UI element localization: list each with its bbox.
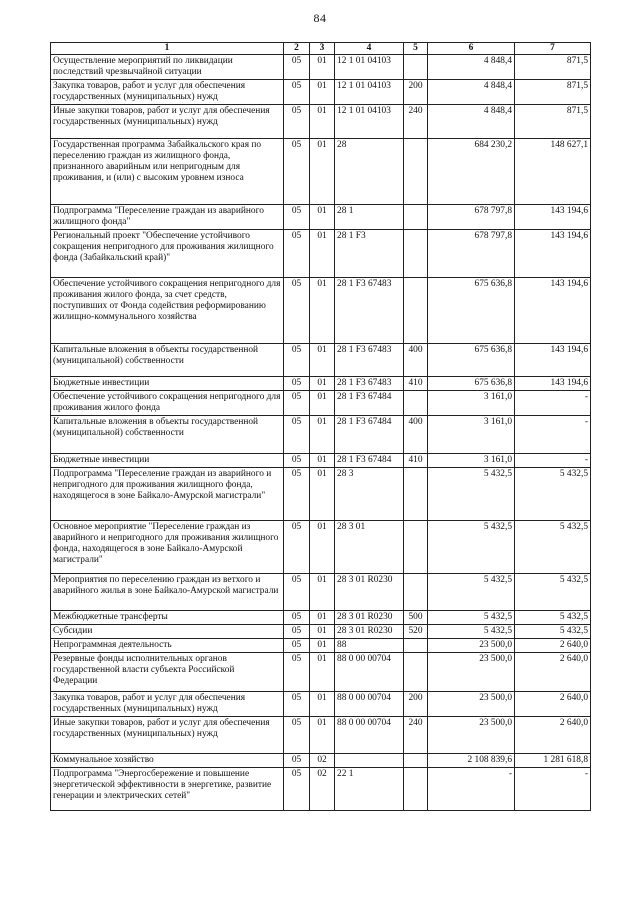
row-target-code: 28 3 (335, 468, 404, 521)
row-target-code: 28 3 01 R0230 (335, 625, 404, 639)
row-section: 05 (284, 653, 310, 692)
row-amount: - (428, 768, 515, 811)
row-target-code: 28 (335, 139, 404, 205)
table-row (51, 574, 591, 611)
column-header: 3 (310, 43, 335, 55)
row-amount-second: 5 432,5 (515, 468, 591, 521)
row-amount: 3 161,0 (428, 391, 515, 416)
column-header: 4 (335, 43, 404, 55)
row-target-code: 28 3 01 R0230 (335, 574, 404, 611)
row-amount-second: 871,5 (515, 105, 591, 139)
row-subsection: 01 (310, 230, 335, 278)
table-row (51, 639, 591, 653)
row-amount: 5 432,5 (428, 611, 515, 625)
row-name: Бюджетные инвестиции (51, 454, 284, 468)
row-amount-second: - (515, 416, 591, 454)
column-header: 1 (51, 43, 284, 55)
row-section: 05 (284, 139, 310, 205)
row-expense-type (404, 55, 428, 80)
row-expense-type (404, 754, 428, 768)
row-expense-type (404, 468, 428, 521)
row-amount-second: 5 432,5 (515, 574, 591, 611)
table-row (51, 717, 591, 754)
table-row (51, 468, 591, 521)
row-amount: 4 848,4 (428, 80, 515, 105)
row-section: 05 (284, 521, 310, 574)
table-row (51, 416, 591, 454)
table-row (51, 653, 591, 692)
row-target-code: 28 1 F3 67483 (335, 278, 404, 344)
row-amount-second: 871,5 (515, 80, 591, 105)
row-expense-type: 520 (404, 625, 428, 639)
table-row (51, 454, 591, 468)
row-name: Иные закупки товаров, работ и услуг для обеспечения государственных (муниципальных) нужд (51, 105, 284, 139)
row-target-code: 28 1 F3 67483 (335, 344, 404, 377)
row-name: Коммунальное хозяйство (51, 754, 284, 768)
row-amount: 23 500,0 (428, 717, 515, 754)
row-expense-type (404, 278, 428, 344)
row-target-code (335, 754, 404, 768)
page-number: 84 (313, 11, 327, 25)
table-row (51, 344, 591, 377)
row-expense-type (404, 230, 428, 278)
row-section: 05 (284, 625, 310, 639)
table-row (51, 105, 591, 139)
row-subsection: 01 (310, 454, 335, 468)
row-subsection: 01 (310, 611, 335, 625)
table-row (51, 692, 591, 717)
row-target-code: 88 0 00 00704 (335, 692, 404, 717)
row-name: Резервные фонды исполнительных органов государственной власти субъекта Российской Федерации (51, 653, 284, 692)
row-expense-type: 410 (404, 377, 428, 391)
row-subsection: 01 (310, 625, 335, 639)
row-name: Закупка товаров, работ и услуг для обеспечения государственных (муниципальных) нужд (51, 692, 284, 717)
row-section: 05 (284, 377, 310, 391)
row-amount-second: - (515, 768, 591, 811)
row-expense-type (404, 653, 428, 692)
column-header: 7 (515, 43, 591, 55)
row-target-code: 88 0 00 00704 (335, 653, 404, 692)
row-name: Государственная программа Забайкальского края по переселению граждан из жилищного фонда, признанного аварийным или непригодным для проживания, и (или) с высоким уровнем износа (51, 139, 284, 205)
row-amount: 23 500,0 (428, 692, 515, 717)
row-name: Бюджетные инвестиции (51, 377, 284, 391)
row-amount-second: 5 432,5 (515, 521, 591, 574)
row-expense-type: 500 (404, 611, 428, 625)
row-expense-type (404, 574, 428, 611)
row-section: 05 (284, 639, 310, 653)
row-section: 05 (284, 230, 310, 278)
row-subsection: 01 (310, 639, 335, 653)
table-row (51, 611, 591, 625)
table-row (51, 139, 591, 205)
row-subsection: 01 (310, 205, 335, 230)
row-section: 05 (284, 105, 310, 139)
table-row (51, 55, 591, 80)
column-header: 2 (284, 43, 310, 55)
row-target-code: 22 1 (335, 768, 404, 811)
row-amount: 5 432,5 (428, 625, 515, 639)
row-amount-second: 2 640,0 (515, 653, 591, 692)
table-row (51, 205, 591, 230)
row-amount-second: - (515, 454, 591, 468)
row-amount: 23 500,0 (428, 639, 515, 653)
row-target-code: 28 3 01 R0230 (335, 611, 404, 625)
row-amount-second: 5 432,5 (515, 611, 591, 625)
row-amount-second: 143 194,6 (515, 230, 591, 278)
row-name: Мероприятия по переселению граждан из ветхого и аварийного жилья в зоне Байкало-Амурской магистрали (51, 574, 284, 611)
row-section: 05 (284, 205, 310, 230)
row-expense-type: 200 (404, 692, 428, 717)
row-subsection: 01 (310, 391, 335, 416)
row-name: Непрограммная деятельность (51, 639, 284, 653)
row-amount-second: 2 640,0 (515, 639, 591, 653)
row-expense-type: 400 (404, 344, 428, 377)
row-amount-second: 143 194,6 (515, 278, 591, 344)
row-name: Межбюджетные трансферты (51, 611, 284, 625)
row-section: 05 (284, 768, 310, 811)
row-name: Обеспечение устойчивого сокращения непригодного для проживания жилого фонда, за счет средств, поступивших от Фонда содействия реформированию жилищно-коммунального хозяйства (51, 278, 284, 344)
row-amount-second: - (515, 391, 591, 416)
row-name: Закупка товаров, работ и услуг для обеспечения государственных (муниципальных) нужд (51, 80, 284, 105)
row-amount: 678 797,8 (428, 230, 515, 278)
row-target-code: 28 1 (335, 205, 404, 230)
row-name: Капитальные вложения в объекты государственной (муниципальной) собственности (51, 344, 284, 377)
row-subsection: 01 (310, 717, 335, 754)
row-section: 05 (284, 692, 310, 717)
row-subsection: 01 (310, 574, 335, 611)
row-subsection: 02 (310, 768, 335, 811)
row-target-code: 28 1 F3 67483 (335, 377, 404, 391)
row-section: 05 (284, 55, 310, 80)
row-section: 05 (284, 468, 310, 521)
row-target-code: 12 1 01 04103 (335, 80, 404, 105)
row-section: 05 (284, 278, 310, 344)
row-subsection: 01 (310, 139, 335, 205)
table-row (51, 391, 591, 416)
budget-table (50, 42, 591, 811)
row-amount: 5 432,5 (428, 468, 515, 521)
row-expense-type: 410 (404, 454, 428, 468)
row-section: 05 (284, 754, 310, 768)
row-amount: 675 636,8 (428, 377, 515, 391)
row-name: Иные закупки товаров, работ и услуг для обеспечения государственных (муниципальных) нужд (51, 717, 284, 754)
row-target-code: 88 (335, 639, 404, 653)
row-amount: 4 848,4 (428, 55, 515, 80)
row-name: Основное мероприятие "Переселение граждан из аварийного и непригодного для проживания жилищного фонда, находящегося в зоне Байкало-Амурской магистрали" (51, 521, 284, 574)
row-expense-type (404, 639, 428, 653)
table-row (51, 377, 591, 391)
row-subsection: 01 (310, 105, 335, 139)
row-amount-second: 143 194,6 (515, 377, 591, 391)
row-amount: 3 161,0 (428, 454, 515, 468)
row-amount: 675 636,8 (428, 278, 515, 344)
table-row (51, 278, 591, 344)
row-target-code: 12 1 01 04103 (335, 55, 404, 80)
table-row (51, 80, 591, 105)
row-amount: 23 500,0 (428, 653, 515, 692)
table-header-row (51, 43, 591, 55)
row-section: 05 (284, 344, 310, 377)
row-name: Субсидии (51, 625, 284, 639)
row-amount: 684 230,2 (428, 139, 515, 205)
row-amount-second: 2 640,0 (515, 692, 591, 717)
row-name: Региональный проект "Обеспечение устойчивого сокращения непригодного для проживания жилищного фонда (Забайкальский край)" (51, 230, 284, 278)
row-subsection: 01 (310, 80, 335, 105)
row-name: Капитальные вложения в объекты государственной (муниципальной) собственности (51, 416, 284, 454)
table-row (51, 625, 591, 639)
row-expense-type: 400 (404, 416, 428, 454)
column-header: 5 (404, 43, 428, 55)
row-subsection: 01 (310, 55, 335, 80)
row-section: 05 (284, 611, 310, 625)
table-row (51, 768, 591, 811)
row-amount: 675 636,8 (428, 344, 515, 377)
row-expense-type (404, 391, 428, 416)
row-subsection: 01 (310, 416, 335, 454)
row-amount: 678 797,8 (428, 205, 515, 230)
row-expense-type (404, 521, 428, 574)
row-amount-second: 148 627,1 (515, 139, 591, 205)
row-target-code: 88 0 00 00704 (335, 717, 404, 754)
table-row (51, 754, 591, 768)
row-section: 05 (284, 717, 310, 754)
row-target-code: 28 1 F3 67484 (335, 416, 404, 454)
row-amount-second: 1 281 618,8 (515, 754, 591, 768)
row-section: 05 (284, 391, 310, 416)
row-section: 05 (284, 454, 310, 468)
row-subsection: 02 (310, 754, 335, 768)
row-subsection: 01 (310, 653, 335, 692)
row-expense-type (404, 768, 428, 811)
row-name: Подпрограмма "Переселение граждан из аварийного жилищного фонда" (51, 205, 284, 230)
row-amount: 2 108 839,6 (428, 754, 515, 768)
row-expense-type: 240 (404, 105, 428, 139)
row-amount-second: 143 194,6 (515, 344, 591, 377)
row-section: 05 (284, 80, 310, 105)
row-amount-second: 5 432,5 (515, 625, 591, 639)
row-amount-second: 2 640,0 (515, 717, 591, 754)
row-subsection: 01 (310, 468, 335, 521)
row-target-code: 28 1 F3 67484 (335, 454, 404, 468)
row-name: Обеспечение устойчивого сокращения непригодного для проживания жилого фонда (51, 391, 284, 416)
row-target-code: 28 1 F3 (335, 230, 404, 278)
table-row (51, 521, 591, 574)
row-amount-second: 871,5 (515, 55, 591, 80)
column-header: 6 (428, 43, 515, 55)
row-expense-type: 240 (404, 717, 428, 754)
row-amount: 3 161,0 (428, 416, 515, 454)
row-target-code: 28 3 01 (335, 521, 404, 574)
row-subsection: 01 (310, 377, 335, 391)
row-subsection: 01 (310, 278, 335, 344)
row-expense-type (404, 205, 428, 230)
row-target-code: 12 1 01 04103 (335, 105, 404, 139)
table-row (51, 230, 591, 278)
row-section: 05 (284, 574, 310, 611)
row-name: Подпрограмма "Энергосбережение и повышение энергетической эффективности в энергетике, развитие генерации и электрических сетей" (51, 768, 284, 811)
row-name: Осуществление мероприятий по ликвидации последствий чрезвычайной ситуации (51, 55, 284, 80)
row-amount: 5 432,5 (428, 521, 515, 574)
row-subsection: 01 (310, 344, 335, 377)
row-target-code: 28 1 F3 67484 (335, 391, 404, 416)
row-section: 05 (284, 416, 310, 454)
row-amount: 5 432,5 (428, 574, 515, 611)
row-subsection: 01 (310, 521, 335, 574)
row-subsection: 01 (310, 692, 335, 717)
table-body (51, 55, 591, 811)
row-expense-type: 200 (404, 80, 428, 105)
row-expense-type (404, 139, 428, 205)
row-name: Подпрограмма "Переселение граждан из аварийного и непригодного для проживания жилищного фонда, находящегося в зоне Байкало-Амурской магистрали" (51, 468, 284, 521)
row-amount: 4 848,4 (428, 105, 515, 139)
row-amount-second: 143 194,6 (515, 205, 591, 230)
